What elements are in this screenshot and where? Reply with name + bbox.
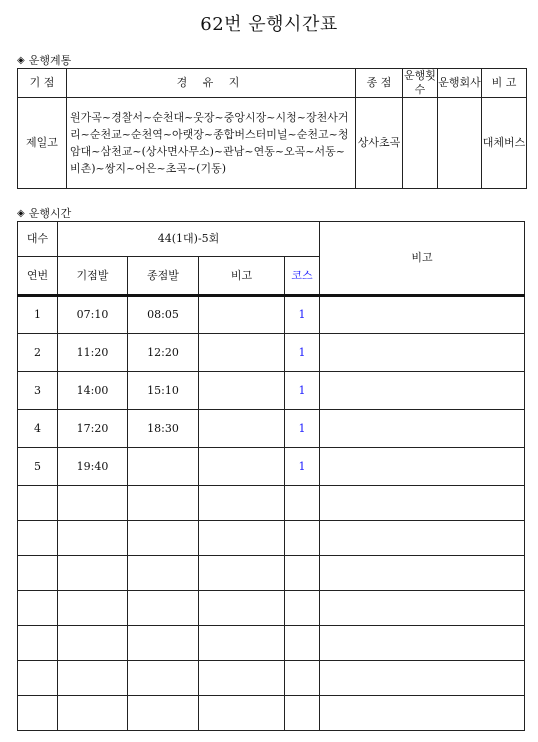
cell-note [199,372,285,410]
time-section-heading [17,205,71,221]
route-terminus: 상사초곡 [356,98,403,189]
table-row [18,410,525,448]
empty-cell [285,661,320,696]
cell-note [199,410,285,448]
empty-cell [58,521,128,556]
empty-row [18,521,525,556]
cell-seq: 5 [18,448,58,486]
empty-cell [128,661,199,696]
header-note: 비 고 [482,69,527,98]
page-title: 62번 운행시간표 [200,14,338,35]
empty-cell [199,486,285,521]
header-fleet-label: 대수 [18,222,58,257]
empty-row [18,696,525,731]
table-row [18,334,525,372]
diamond-bullet-icon: ◈ [17,207,25,219]
table-row [18,372,525,410]
empty-cell [18,626,58,661]
empty-cell [18,661,58,696]
empty-cell [18,696,58,731]
cell-arrive: 15:10 [128,372,199,410]
empty-row [18,591,525,626]
empty-cell [128,696,199,731]
route-company [438,98,482,189]
empty-cell [320,556,525,591]
time-section-label: 운행시간 [28,207,72,220]
route-section-label: 운행계통 [28,54,72,67]
empty-cell [199,626,285,661]
header-seq: 연번 [18,257,58,296]
cell-depart: 14:00 [58,372,128,410]
empty-cell [320,626,525,661]
empty-cell [58,486,128,521]
empty-cell [58,556,128,591]
route-origin: 제일고 [18,98,67,189]
table-row [18,296,525,334]
route-section-heading [17,52,71,68]
cell-arrive: 18:30 [128,410,199,448]
empty-cell [285,696,320,731]
cell-arrive: 08:05 [128,296,199,334]
cell-seq: 3 [18,372,58,410]
cell-remark [320,448,525,486]
empty-cell [128,556,199,591]
cell-note [199,448,285,486]
cell-depart: 07:10 [58,296,128,334]
cell-course: 1 [285,410,320,448]
empty-cell [199,661,285,696]
cell-arrive: 12:20 [128,334,199,372]
diamond-bullet-icon: ◈ [17,54,25,66]
cell-depart: 11:20 [58,334,128,372]
cell-note [199,296,285,334]
empty-cell [58,591,128,626]
empty-row [18,626,525,661]
route-table [17,68,527,189]
header-depart: 기점발 [58,257,128,296]
empty-cell [18,486,58,521]
empty-cell [320,591,525,626]
table-row [18,448,525,486]
cell-depart: 19:40 [58,448,128,486]
cell-course: 1 [285,296,320,334]
empty-cell [128,626,199,661]
cell-depart: 17:20 [58,410,128,448]
empty-cell [199,521,285,556]
empty-cell [320,696,525,731]
cell-remark [320,410,525,448]
empty-cell [199,556,285,591]
header-note: 비고 [199,257,285,296]
empty-cell [285,521,320,556]
empty-cell [58,661,128,696]
route-via: 원가곡~경찰서~순천대~웃장~중앙시장~시청~장천사거리~순천교~순천역~아랫장~종합버스터미널~순천고~청암대~삼천교~(상사면사무소)~관남~연동~오곡~서동~비촌)~쌍지~어은~초곡~(기동) [67,98,356,189]
empty-cell [199,591,285,626]
empty-cell [199,696,285,731]
cell-remark [320,334,525,372]
empty-cell [128,521,199,556]
empty-cell [320,486,525,521]
cell-arrive [128,448,199,486]
empty-cell [18,591,58,626]
cell-seq: 4 [18,410,58,448]
empty-cell [285,486,320,521]
cell-remark [320,296,525,334]
empty-cell [58,626,128,661]
header-origin: 기 점 [18,69,67,98]
cell-course: 1 [285,372,320,410]
empty-cell [128,486,199,521]
cell-seq: 1 [18,296,58,334]
header-trips: 운행횟수 [404,69,436,96]
header-arrive: 종점발 [128,257,199,296]
empty-cell [285,556,320,591]
empty-cell [58,696,128,731]
header-terminus: 종 점 [356,69,403,98]
empty-cell [285,626,320,661]
empty-row [18,486,525,521]
cell-seq: 2 [18,334,58,372]
route-note: 대체버스 [482,98,527,189]
header-fleet-value: 44(1대)-5회 [58,222,320,257]
timetable [17,221,525,731]
empty-cell [285,591,320,626]
header-remark: 비고 [320,222,525,296]
cell-course: 1 [285,448,320,486]
empty-cell [320,521,525,556]
cell-note [199,334,285,372]
empty-cell [320,661,525,696]
cell-remark [320,372,525,410]
empty-cell [18,556,58,591]
header-via: 경 유 지 [67,69,356,98]
cell-course: 1 [285,334,320,372]
header-course: 코스 [285,257,320,296]
empty-cell [128,591,199,626]
empty-cell [18,521,58,556]
route-trips [403,98,438,189]
empty-row [18,661,525,696]
header-company: 운행회사 [438,69,482,98]
empty-row [18,556,525,591]
